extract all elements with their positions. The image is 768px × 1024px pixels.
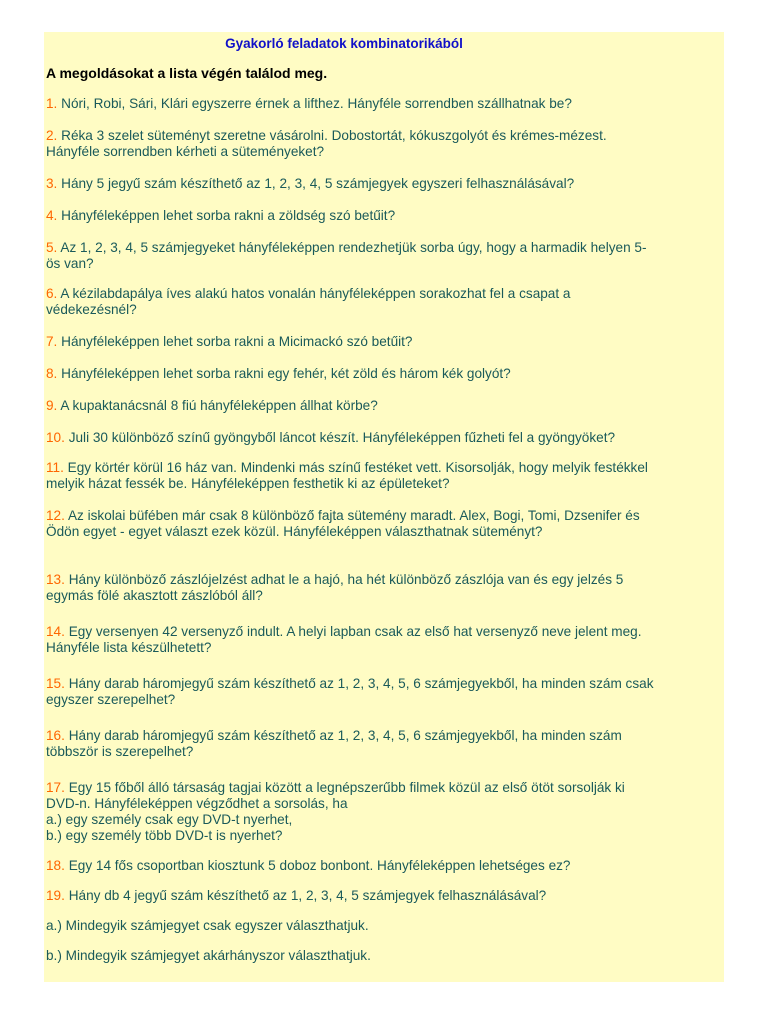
question-line bbox=[46, 676, 724, 692]
question-9 bbox=[46, 398, 724, 414]
question-line bbox=[46, 524, 724, 540]
question-line bbox=[46, 208, 724, 224]
question-number: 4. bbox=[46, 208, 58, 223]
question-line bbox=[46, 176, 724, 192]
question-19-option-b: b.) Mindegyik számjegyet akárhányszor választhatjuk. bbox=[46, 948, 371, 963]
question-7 bbox=[46, 334, 724, 350]
question-line bbox=[46, 572, 724, 588]
question-number: 7. bbox=[46, 334, 58, 349]
question-line bbox=[46, 624, 724, 640]
question-text: Egy körtér körül 16 ház van. Mindenki más színű festéket vett. Kisorsolják, hogy melyik festékkel bbox=[67, 460, 648, 475]
question-number: 2. bbox=[46, 128, 58, 143]
question-number: 12. bbox=[46, 508, 65, 523]
question-number: 18. bbox=[46, 858, 65, 873]
question-19 bbox=[46, 888, 724, 904]
question-number: 5. bbox=[46, 240, 58, 255]
question-line bbox=[46, 828, 724, 844]
question-10 bbox=[46, 430, 724, 446]
question-line bbox=[46, 780, 724, 796]
question-number: 19. bbox=[46, 888, 65, 903]
question-text: b.) egy személy több DVD-t is nyerhet? bbox=[46, 828, 283, 843]
question-text: Az 1, 2, 3, 4, 5 számjegyeket hányféleképpen rendezhetjük sorba úgy, hogy a harmadik helyen 5- bbox=[60, 240, 647, 255]
question-text: Hány darab háromjegyű szám készíthető az 1, 2, 3, 4, 5, 6 számjegyekből, ha minden szám bbox=[68, 728, 622, 743]
question-text: többször is szerepelhet? bbox=[46, 744, 194, 759]
question-text: Egy versenyen 42 versenyző indult. A helyi lapban csak az első hat versenyző neve jelent meg. bbox=[68, 624, 642, 639]
question-number: 6. bbox=[46, 286, 58, 301]
question-line bbox=[46, 256, 724, 272]
question-line bbox=[46, 728, 724, 744]
question-number: 8. bbox=[46, 366, 58, 381]
question-text: ös van? bbox=[46, 256, 94, 271]
page-title: Gyakorló feladatok kombinatorikából bbox=[225, 36, 463, 51]
question-line bbox=[46, 640, 724, 656]
question-text: Réka 3 szelet süteményt szeretne vásárolni. Dobostortát, kókuszgolyót és krémes-mézest. bbox=[61, 128, 607, 143]
question-text: Hány darab háromjegyű szám készíthető az 1, 2, 3, 4, 5, 6 számjegyekből, ha minden szám csak bbox=[68, 676, 654, 691]
question-line bbox=[46, 460, 724, 476]
question-text: Egy 15 főből álló társaság tagjai között a legnépszerűbb filmek közül az első ötöt sorsolják ki bbox=[68, 780, 625, 795]
question-line bbox=[46, 398, 724, 414]
question-number: 17. bbox=[46, 780, 65, 795]
question-text: Egy 14 fős csoportban kiosztunk 5 doboz bonbont. Hányféleképpen lehetséges ez? bbox=[68, 858, 571, 873]
question-number: 9. bbox=[46, 398, 58, 413]
question-line bbox=[46, 334, 724, 350]
question-text: egymás fölé akasztott zászlóból áll? bbox=[46, 588, 263, 603]
question-text: Hány 5 jegyű szám készíthető az 1, 2, 3, 4, 5 számjegyek egyszeri felhasználásával? bbox=[61, 176, 575, 191]
question-line bbox=[46, 812, 724, 828]
question-8 bbox=[46, 366, 724, 382]
question-16 bbox=[46, 728, 724, 760]
question-text: melyik házat fessék be. Hányféleképpen festhetik ki az épületeket? bbox=[46, 476, 450, 491]
question-number: 16. bbox=[46, 728, 65, 743]
question-17 bbox=[46, 780, 724, 844]
question-text: Hány db 4 jegyű szám készíthető az 1, 2, 3, 4, 5 számjegyek felhasználásával? bbox=[68, 888, 547, 903]
question-text: A kupaktanácsnál 8 fiú hányféleképpen állhat körbe? bbox=[60, 398, 378, 413]
question-text: Hányféle lista készülhetett? bbox=[46, 640, 212, 655]
question-5 bbox=[46, 240, 724, 272]
question-19-option-a: a.) Mindegyik számjegyet csak egyszer választhatjuk. bbox=[46, 918, 369, 933]
question-line bbox=[46, 430, 724, 446]
question-line bbox=[46, 128, 724, 144]
question-text: A kézilabdapálya íves alakú hatos vonalán hányféleképpen sorakozhat fel a csapat a bbox=[60, 286, 571, 301]
question-number: 14. bbox=[46, 624, 65, 639]
question-line bbox=[46, 476, 724, 492]
question-18 bbox=[46, 858, 724, 874]
question-line bbox=[46, 588, 724, 604]
question-text: DVD-n. Hányféleképpen végződhet a sorsolás, ha bbox=[46, 796, 348, 811]
question-number: 15. bbox=[46, 676, 65, 691]
question-text: Nóri, Robi, Sári, Klári egyszerre érnek a lifthez. Hányféle sorrendben szállhatnak be? bbox=[61, 96, 572, 111]
question-line bbox=[46, 302, 724, 318]
question-text: Hányféleképpen lehet sorba rakni a zöldség szó betűit? bbox=[61, 208, 396, 223]
question-text: Hányféleképpen lehet sorba rakni egy fehér, két zöld és három kék golyót? bbox=[61, 366, 511, 381]
question-line bbox=[46, 744, 724, 760]
question-15 bbox=[46, 676, 724, 708]
question-line bbox=[46, 286, 724, 302]
question-text: egyszer szerepelhet? bbox=[46, 692, 176, 707]
question-number: 13. bbox=[46, 572, 65, 587]
question-line bbox=[46, 96, 724, 112]
question-text: védekezésnél? bbox=[46, 302, 137, 317]
question-number: 1. bbox=[46, 96, 58, 111]
question-number: 3. bbox=[46, 176, 58, 191]
worksheet-page bbox=[44, 32, 724, 982]
question-12 bbox=[46, 508, 724, 540]
question-text: Hány különböző zászlójelzést adhat le a hajó, ha hét különböző zászlója van és egy jelzés 5 bbox=[68, 572, 624, 587]
question-number: 11. bbox=[46, 460, 64, 475]
question-line bbox=[46, 888, 724, 904]
question-line bbox=[46, 796, 724, 812]
question-4 bbox=[46, 208, 724, 224]
question-number: 10. bbox=[46, 430, 65, 445]
question-2 bbox=[46, 128, 724, 160]
question-1 bbox=[46, 96, 724, 112]
question-text: Az iskolai büfében már csak 8 különböző fajta sütemény maradt. Alex, Bogi, Tomi, Dzsenifer és bbox=[67, 508, 640, 523]
question-text: Ödön egyet - egyet választ ezek közül. Hányféleképpen választhatnak süteményt? bbox=[46, 524, 543, 539]
intro-text: A megoldásokat a lista végén találod meg. bbox=[46, 65, 328, 81]
question-line bbox=[46, 144, 724, 160]
question-line bbox=[46, 366, 724, 382]
question-3 bbox=[46, 176, 724, 192]
question-text: a.) egy személy csak egy DVD-t nyerhet, bbox=[46, 812, 293, 827]
question-line bbox=[46, 858, 724, 874]
question-line bbox=[46, 240, 724, 256]
question-11 bbox=[46, 460, 724, 492]
question-6 bbox=[46, 286, 724, 318]
question-text: Juli 30 különböző színű gyöngyből láncot készít. Hányféleképpen fűzheti fel a gyöngyöket? bbox=[68, 430, 616, 445]
question-line bbox=[46, 692, 724, 708]
question-13 bbox=[46, 572, 724, 604]
question-line bbox=[46, 508, 724, 524]
question-text: Hányféleképpen lehet sorba rakni a Micimackó szó betűit? bbox=[61, 334, 413, 349]
question-text: Hányféle sorrendben kérheti a süteményeket? bbox=[46, 144, 325, 159]
question-14 bbox=[46, 624, 724, 656]
